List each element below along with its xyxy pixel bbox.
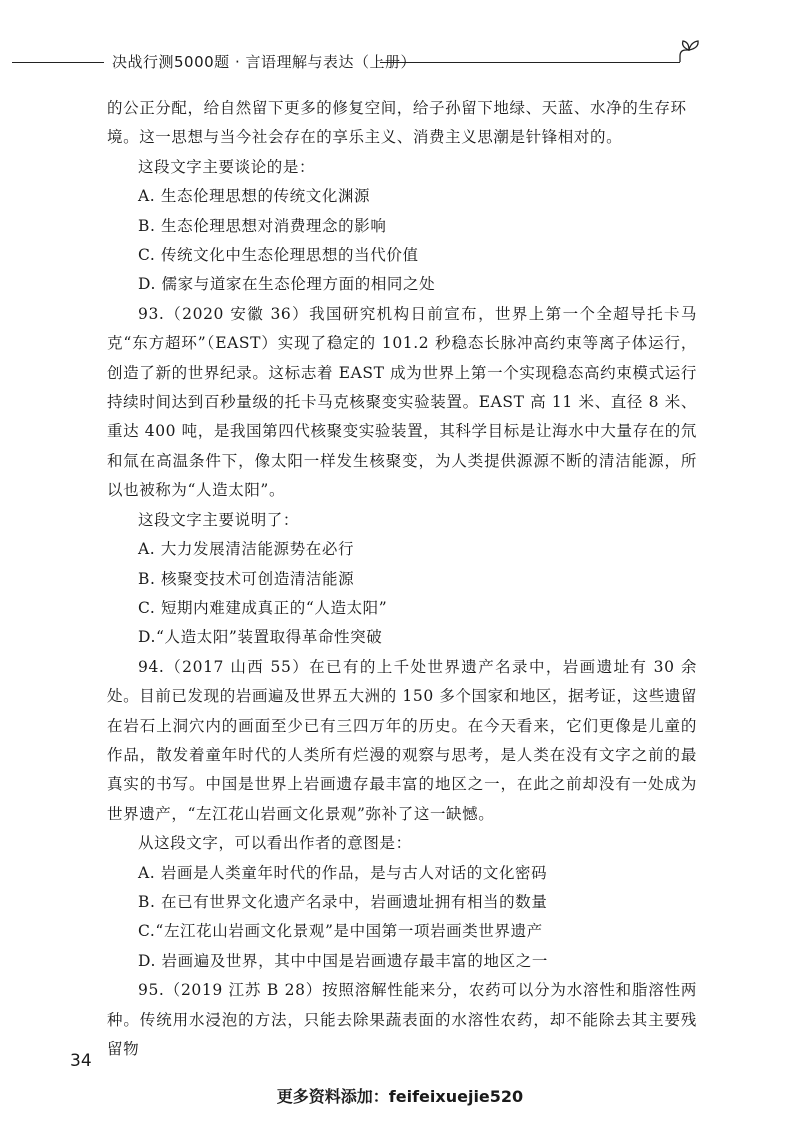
option-a: A. 生态伦理思想的传统文化渊源: [138, 187, 371, 206]
header-rule-left: [12, 62, 104, 63]
question-94-passage: 94.（2017 山西 55）在已有的上千处世界遗产名录中，岩画遗址有 30 余处。目前已发现的岩画遍及世界五大洲的 150 多个国家和地区，据考证，这些遗留在岩石上洞穴内的画面至少已有三四万年的历史。在今天看来，它们更像是儿童的作品，散发着童年时代的人类所有烂漫的观察与思考，是人类在没有文字之前的最真实的书写。中国是世界上岩画遗存最丰富的地区之一，在此之前却没有一处成为世界遗产，“左江花山岩画文化景观”弥补了这一缺憾。: [107, 657, 697, 823]
option-b: B. 生态伦理思想对消费理念的影响: [138, 216, 387, 235]
sprout-icon: [672, 36, 706, 70]
question-95-passage: 95.（2019 江苏 B 28）按照溶解性能来分，农药可以分为水溶性和脂溶性两种。传统用水浸泡的方法，只能去除果蔬表面的水溶性农药，却不能除去其主要残留物: [107, 981, 697, 1058]
option-c: C. 短期内难建成真正的“人造太阳”: [138, 598, 388, 617]
question-stem: 这段文字主要说明了：: [138, 510, 300, 529]
option-a: A. 大力发展清洁能源势在必行: [138, 540, 355, 559]
running-header: [0, 50, 800, 74]
page-body: [107, 94, 697, 1064]
question-stem: 从这段文字，可以看出作者的意图是：: [138, 834, 412, 853]
option-c: C. 传统文化中生态伦理思想的当代价值: [138, 246, 419, 265]
option-b: B. 核聚变技术可创造清洁能源: [138, 569, 355, 588]
header-rule-right: [380, 62, 680, 63]
option-c: C.“左江花山岩画文化景观”是中国第一项岩画类世界遗产: [138, 922, 543, 941]
question-93-passage: 93.（2020 安徽 36）我国研究机构日前宣布，世界上第一个全超导托卡马克“东方超环”（EAST）实现了稳定的 101.2 秒稳态长脉冲高约束等离子体运行，创造了新的世界纪录。这标志着 EAST 成为世界上第一个实现稳态高约束模式运行持续时间达到百秒量级的托卡马克核聚变实验装置。EAST 高 11 米、直径 8 米、重达 400 吨，是我国第四代核聚变实验装置，其科学目标是让海水中大量存在的氘和氚在高温条件下，像太阳一样发生核聚变，为人类提供源源不断的清洁能源，所以也被称为“人造太阳”。: [107, 304, 697, 500]
passage-continuation: 的公正分配，给自然留下更多的修复空间，给子孙留下地绿、天蓝、水净的生存环境。这一思想与当今社会存在的享乐主义、消费主义思潮是针锋相对的。: [107, 99, 687, 147]
footer-note: 更多资料添加：feifeixuejie520: [276, 1087, 524, 1106]
option-b: B. 在已有世界文化遗产名录中，岩画遗址拥有相当的数量: [138, 892, 548, 911]
page-number: 34: [70, 1051, 92, 1071]
option-d: D. 儒家与道家在生态伦理方面的相同之处: [138, 275, 436, 294]
question-stem: 这段文字主要谈论的是：: [138, 157, 316, 176]
option-a: A. 岩画是人类童年时代的作品，是与古人对话的文化密码: [138, 863, 548, 882]
book-title: 决战行测5000题 · 言语理解与表达（上册）: [112, 53, 416, 71]
option-d: D.“人造太阳”装置取得革命性突破: [138, 628, 383, 647]
option-d: D. 岩画遍及世界，其中中国是岩画遗存最丰富的地区之一: [138, 951, 548, 970]
